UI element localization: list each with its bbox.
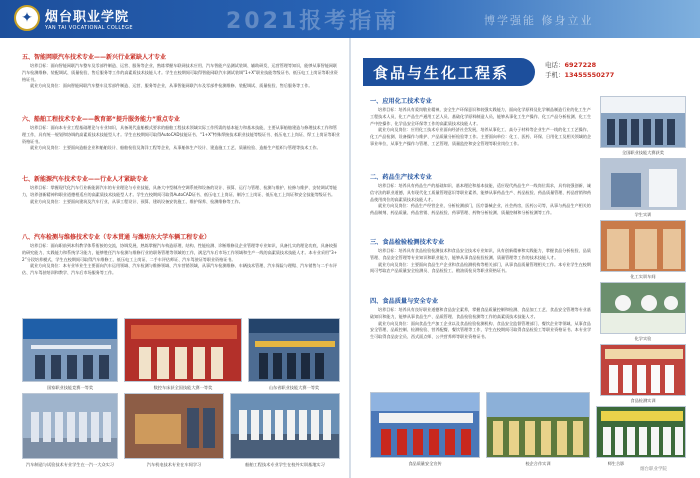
section-pharma-production [370, 172, 592, 217]
section-title: 八、汽车检测与维修技术专业（专本贯通 与潍坊东大学车辆工程专业） [22, 234, 211, 241]
department-title: 食品与生化工程系 [373, 63, 510, 82]
photo-caption: 数控车床获全国技能大赛一等奖 [153, 385, 213, 390]
section-title: 二、药品生产技术专业 [370, 174, 432, 181]
photo-image [487, 393, 590, 458]
photo-caption: 学生实训 [634, 212, 652, 217]
section-paragraph: 就业方向及岗位：主要面向建筑及汽车行业，从事工程设计、预算、建筑设备安装施工、维护保养、检测维修等工作。 [30, 198, 243, 204]
photo-chem-workshop [600, 220, 686, 272]
photo-image [231, 394, 340, 459]
phone-row [545, 60, 685, 70]
photo-image [601, 159, 686, 210]
section-title: 一、应用化工技术专业 [370, 98, 432, 105]
section-auto-repair [22, 232, 340, 277]
photo-training [600, 158, 686, 210]
photo-caption: 食品质量安全宣传 [408, 461, 442, 466]
logo-chinese: 烟台职业学院 [45, 9, 130, 25]
section-applied-chemical [370, 96, 592, 148]
photo-caption: 国家职业技能竞赛一等奖 [46, 385, 94, 390]
photo-group-portrait [596, 406, 686, 458]
mobile-row [545, 70, 685, 80]
photo-award-group [600, 96, 686, 148]
photo-caption: 化工实训车间 [630, 274, 656, 279]
photo-provincial-award [248, 318, 340, 382]
logo-english: YAN TAI VOCATIONAL COLLEGE [45, 24, 133, 31]
photo-image [601, 345, 686, 396]
section-paragraph: 培养目标：面向智能网联汽车整车及零部件制造、运营、服务等企业，熟练掌握车联网技术应用、汽车智能产品测试装调、辅助研发、运营管理等知识，能够从事智能网联汽车检测维修、装配调试、质量检验、售后服务等工作的高素质技术技能人才。学生在校期间可取得智能网联汽车测试装调“1+X”职业技能等级证书、低压电工上岗证等职业资格证书。 [22, 63, 338, 82]
mobile-label: 手机： [545, 71, 565, 79]
photo-image [371, 393, 480, 458]
section-paragraph: 就业方向及岗位：药品生产经营企业，分析检测部门，医疗器械企业，社会药房，医药公司等，从事与药品生产相关的药品制剂、药品质量、药品营销、药品检验、药事管理、药物分析检测、质量控制和分析检测等工作。 [370, 203, 591, 216]
photo-workshop [124, 393, 224, 459]
photo-cnc-award [124, 318, 242, 382]
section-paragraph: 培养目标：面向本专业工程基础理论与专业知识，具备现代造船模式要求的船舶工程技术领域实际工作所需的基本能力和基本技能，主要从事船舶建造与修理技术工作和管理工作，具有统一规划和协调的高素质技术技能型人才。学生在校期间可取得AutoCAD技能证书、“1+X”特殊焊接技术职业技能等级证书、低压电工上岗证、焊工上岗证等职业资格证书。 [22, 125, 340, 144]
photo-image [125, 319, 242, 382]
photo-chem-lab [600, 282, 686, 334]
department-banner [363, 58, 535, 86]
section-paragraph: 就业方向及岗位：应用化工技术专业面向经济社会发展，培养从事化工、高分子材料等企业生产一线的化工工艺操作、化工产品检测、设备操作与维护、产品质量分析检验等工作。主要面向单位：化工、医药、环保、日用化工及相关领域的企事业单位，从事生产操作与管理、工艺管理、质量监控和安全管理等职业岗位工作。 [370, 127, 592, 146]
section-paragraph: 培养目标：面向职前到本科教学体系衔接的交流，协调发展，熟练掌握汽车构造原理、结构、性能检测、诊断维修及企业管理等专业知识，具备扎实的理论功底，具备较强的研究能力、实践能力和系统学习能力，能够胜任汽车检测与维修行业的职务管理等领域的工作，满足汽车后市场工作领域和生产一线的高素质技术技能人才。本专业采用“3+2”分段培养模式，学生在校期间可取得汽车维修工、低压电工上岗证、二手车评估师证、汽车驾驶证等职业资格证书。 [22, 243, 338, 262]
photo-caption: 船舶工程技术专业学生在校外实训基地实习 [245, 462, 325, 467]
phone-number: 6927228 [564, 61, 597, 69]
page-fold [349, 38, 351, 478]
photo-food-safety-campaign [370, 392, 480, 458]
photo-image [23, 319, 118, 382]
photo-shipyard [230, 393, 340, 459]
section-paragraph: 培养目标：培养具有药品生产的基础知识、基本理论和基本技能，适应现代药品生产一线岗位需求，具有较强创新、诚信守法的职业道德，具有现代化工质量管理意识等职业素养，能够从事药品生产、药品检验、药品质量管理、药品营销和药品使用岗位的高素质技术技能人才。 [370, 183, 592, 202]
section-paragraph: 就业方向及岗位：本专业毕业生主要面向汽车运用领域、汽车检测与维修领域、汽车营销领域，从事汽车检测维修、车辆技术管理、汽车保险与理赔、汽车销售与二手车评估、汽车驾驶培训和教学、汽车后市场服务等工作。 [22, 263, 338, 276]
college-logo [14, 5, 133, 31]
section-ship-engineering [22, 114, 340, 152]
photo-image [125, 394, 224, 459]
section-connected-vehicle [22, 52, 340, 90]
brochure-title: 2021报考指南 [226, 9, 400, 34]
photo-image [23, 394, 118, 459]
photo-image [601, 283, 686, 334]
photo-image [597, 407, 686, 458]
photo-caption: 汽车机电技术专业在车间学习 [146, 462, 202, 467]
photo-enterprise-training [486, 392, 590, 458]
photo-caption: 化学实验 [634, 336, 652, 341]
photo-image [249, 319, 340, 382]
section-title: 六、船舶工程技术专业——教育部“提升服务能力”重点专业 [22, 116, 180, 123]
section-paragraph: 就业方向及岗位：主要面向造船企业和船舶设计、船舶检验及海洋工程等企业，从事船体生产设计、建造施工工艺、质量检验、造船生产组织与管理等技术工作。 [30, 145, 321, 151]
wechat-watermark: 烟台职业学院 [640, 467, 667, 472]
section-paragraph: 培养目标：培养具有良好职业道德和食品安全素养，掌握食品质量控制和检测、食品加工工艺、食品安全管理等专业基础知识和能力，能够从事食品生产、品质管理、食品检验检测等工作的高素质技术技能人才。 [370, 307, 591, 319]
section-paragraph: 培养目标：培养具有食品检验检测技术和食品安全技术专业知识，具有创新精神和实践能力，掌握食品分析检验、品质管理、食品安全管理等专业知识和职业能力，能够从事食品检验检测、质量管理等工作的技术技能人才。 [370, 248, 591, 260]
section-paragraph: 培养目标：培养具有爱岗敬业精神，安全生产环保意识和较强实践能力，面向化学原料及化学制品制造行业的化工生产工程技术人员、化工产品生产通用工艺人员、基础化学原料制造人员，能够从事化工生产操作、化工产品分析检测、化工生产中控操作、化学品安全环保等工作的高素质技术技能人才。 [370, 107, 592, 126]
photo-caption: 师生合影 [607, 461, 625, 466]
section-food-quality-safety [370, 296, 592, 341]
mobile-number: 13455550277 [564, 71, 615, 79]
section-title: 七、新能源汽车技术专业——行业人才紧缺专业 [22, 176, 149, 183]
photo-caption: 山东省职业技能大赛一等奖 [268, 385, 320, 390]
photo-faw-internship [22, 393, 118, 459]
college-motto: 博学强能 修身立业 [484, 14, 594, 27]
section-title: 五、智能网联汽车技术专业——新兴行业紧缺人才专业 [22, 54, 167, 61]
college-seal-icon: ✦ [14, 5, 40, 31]
photo-caption: 汽车制造与试验技术专业学生在一汽一大众实习 [26, 462, 114, 467]
section-title: 四、食品质量与安全专业 [370, 298, 439, 305]
section-paragraph: 就业方向及岗位：面向食品生产加工企业以及食品检验检测机构、食品安全监督管理部门、餐饮企业等领域，从事食品安全管理、品质控制、检测检验、营养配餐、餐饮管理等工作，学生在校期间可取得食品检验工等职业资格证书。本专业学生可取得食品安全员、西式面点师、公共营养师等职业资格证书。 [370, 320, 592, 340]
section-paragraph: 就业方向及岗位：面向智能网联汽车整车及零部件制造、运营、服务等企业，从事智能网联汽车及零部件检测维修、装配调试、质量检验、售后服务等工作。 [30, 83, 313, 89]
section-new-energy-vehicle [22, 174, 340, 205]
photo-competition [22, 318, 118, 382]
contact-info [545, 60, 685, 80]
photo-caption: 全国职业技能大赛获奖 [622, 150, 664, 155]
photo-caption: 校企合作实训 [525, 461, 551, 466]
section-food-inspection [370, 237, 592, 275]
section-paragraph: 培养目标：掌握现代化汽车行业新能源汽车的专业理论与专业技能，具备大中型制冷空调系统和设备的设计、预算、运行与管理、检测与维护、检修与维护、安装调试等能力，培养创新精神和职业道德相适应的高素质技术技能型人才。学生在校期间可取得AutoCAD证书、低压电工上岗证、制冷工上岗证、低压电工上岗证和安全技能等级证书。 [22, 185, 338, 197]
header-bar [0, 0, 700, 38]
photo-image [601, 221, 686, 272]
phone-label: 电话： [545, 61, 565, 69]
section-title: 三、食品检验检测技术专业 [370, 239, 445, 246]
photo-image [601, 97, 686, 148]
photo-food-testing [600, 344, 686, 396]
section-paragraph: 就业方向及岗位：主要面向食品生产企业和食品检测机构等相关部门，从事食品质量管理相关工作。本专业学生在校期间可考取农产品质量安全检测员、食品检验工、粮油质检员等职业资格证书。 [370, 261, 591, 274]
photo-caption: 食品检测实训 [630, 398, 656, 403]
